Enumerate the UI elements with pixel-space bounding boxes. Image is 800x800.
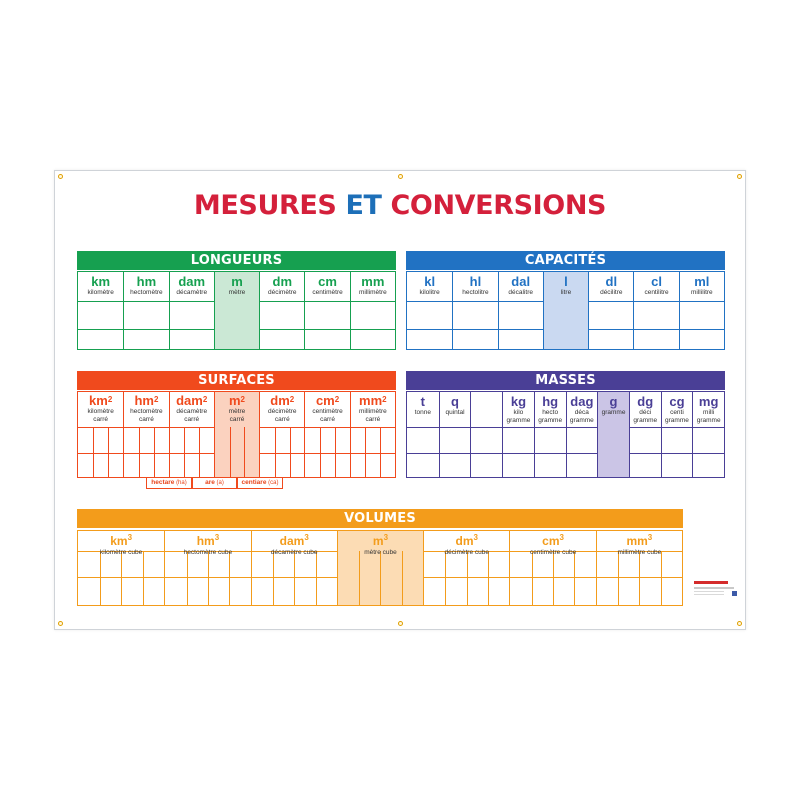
eyelet-top-center bbox=[398, 174, 403, 179]
longueurs-unit-name: décimètre bbox=[268, 289, 297, 296]
surfaces-table bbox=[77, 371, 396, 478]
capacites-unit-header bbox=[499, 275, 543, 297]
note-centiare-abbr: (ca) bbox=[268, 480, 279, 486]
masses-column-blank bbox=[470, 392, 502, 477]
surfaces-unit-symbol bbox=[124, 394, 168, 408]
volumes-unit-symbol-text: dm bbox=[455, 534, 474, 548]
longueurs-unit-name: centimètre bbox=[312, 289, 343, 296]
masses-column-kg bbox=[502, 392, 534, 477]
volumes-subcolumn-line bbox=[121, 551, 122, 605]
masses-unit-name: déci bbox=[639, 409, 652, 416]
volumes-subcolumn-line bbox=[661, 551, 662, 605]
volumes-column-dam bbox=[251, 531, 337, 605]
volumes-subcolumn-line bbox=[316, 551, 317, 605]
masses-unit-name-line2: gramme bbox=[633, 417, 658, 424]
volumes-unit-exponent: 3 bbox=[304, 533, 309, 542]
masses-unit-symbol-text: cg bbox=[669, 394, 685, 409]
note-are bbox=[192, 478, 237, 489]
surfaces-unit-symbol-text: dam bbox=[176, 393, 203, 408]
masses-column-g bbox=[597, 392, 629, 477]
capacites-unit-symbol-text: dl bbox=[605, 274, 618, 289]
surfaces-subcolumn-line bbox=[244, 427, 245, 477]
capacites-unit-name: kilolitre bbox=[419, 289, 440, 296]
volumes-unit-header bbox=[165, 532, 250, 557]
volumes-subcolumn-line bbox=[100, 551, 101, 605]
masses-grid bbox=[406, 391, 725, 478]
publisher-logo-line bbox=[694, 587, 734, 589]
note-centiare-word: centiare bbox=[241, 479, 267, 486]
volumes-unit-header bbox=[597, 532, 682, 557]
masses-unit-name: gramme bbox=[601, 409, 626, 416]
surfaces-subcolumn-line bbox=[154, 427, 155, 477]
volumes-grid bbox=[77, 530, 683, 606]
note-centiare bbox=[237, 478, 283, 489]
masses-unit-symbol bbox=[503, 395, 534, 409]
eyelet-bottom-center bbox=[398, 621, 403, 626]
volumes-unit-header bbox=[424, 532, 509, 557]
masses-unit-name: centi bbox=[670, 409, 684, 416]
capacites-unit-symbol bbox=[680, 275, 724, 289]
publisher-logo-small-line bbox=[694, 591, 724, 592]
volumes-column-mm bbox=[596, 531, 682, 605]
volumes-subcolumn-line bbox=[402, 551, 403, 605]
surfaces-subcolumn-line bbox=[365, 427, 366, 477]
volumes-column-km bbox=[78, 531, 164, 605]
surfaces-unit-name: millimètre bbox=[358, 408, 387, 415]
volumes-subcolumn-line bbox=[229, 551, 230, 605]
publisher-logo-small-line bbox=[694, 594, 724, 595]
eyelet-top-left bbox=[58, 174, 63, 179]
masses-unit-header bbox=[535, 395, 566, 425]
eyelet-bottom-left bbox=[58, 621, 63, 626]
volumes-column-hm bbox=[164, 531, 250, 605]
capacites-unit-header bbox=[680, 275, 724, 297]
capacites-unit-header bbox=[544, 275, 588, 297]
surfaces-unit-header bbox=[351, 394, 395, 424]
capacites-unit-header bbox=[589, 275, 633, 297]
surfaces-unit-header bbox=[170, 394, 214, 424]
longueurs-unit-symbol-text: m bbox=[231, 274, 243, 289]
surfaces-column-km bbox=[78, 392, 123, 477]
masses-unit-name: déca bbox=[574, 409, 589, 416]
longueurs-unit-header bbox=[351, 275, 395, 297]
capacites-unit-name: litre bbox=[560, 289, 572, 296]
masses-unit-symbol-text: dg bbox=[637, 394, 654, 409]
longueurs-unit-header bbox=[260, 275, 304, 297]
masses-unit-symbol bbox=[567, 395, 598, 409]
volumes-column-dm bbox=[423, 531, 509, 605]
volumes-unit-name: décimètre cube bbox=[444, 549, 489, 556]
surfaces-subcolumn-line bbox=[199, 427, 200, 477]
surfaces-unit-exponent: 2 bbox=[107, 395, 113, 404]
surfaces-unit-name: kilomètre bbox=[87, 408, 114, 415]
surfaces-unit-symbol-text: hm bbox=[134, 393, 154, 408]
masses-unit-header bbox=[503, 395, 534, 425]
publisher-logo-mark bbox=[732, 591, 737, 596]
masses-column-dag bbox=[566, 392, 598, 477]
longueurs-unit-header bbox=[124, 275, 168, 297]
volumes-unit-header bbox=[78, 532, 164, 557]
poster bbox=[54, 170, 746, 630]
masses-column-hg bbox=[534, 392, 566, 477]
capacites-unit-symbol-text: cl bbox=[651, 274, 662, 289]
masses-unit-name: kilo bbox=[513, 409, 524, 416]
surfaces-unit-name: centimètre bbox=[312, 408, 343, 415]
surfaces-unit-exponent: 2 bbox=[240, 395, 245, 404]
masses-unit-name-line2: gramme bbox=[696, 417, 721, 424]
surfaces-column-dm bbox=[259, 392, 304, 477]
longueurs-unit-symbol bbox=[215, 275, 259, 289]
surfaces-subcolumn-line bbox=[108, 427, 109, 477]
masses-unit-header bbox=[567, 395, 598, 425]
masses-unit-header bbox=[693, 395, 724, 425]
volumes-table bbox=[77, 509, 683, 606]
surfaces-unit-header bbox=[305, 394, 349, 424]
surfaces-subcolumn-line bbox=[275, 427, 276, 477]
longueurs-column-cm bbox=[304, 272, 349, 349]
longueurs-unit-symbol-text: mm bbox=[361, 274, 385, 289]
volumes-unit-name: décamètre cube bbox=[270, 549, 318, 556]
surfaces-subcolumn-line bbox=[230, 427, 231, 477]
surfaces-header: SURFACES bbox=[77, 371, 396, 390]
masses-unit-symbol bbox=[630, 395, 661, 409]
capacites-column-dl bbox=[588, 272, 633, 349]
capacites-unit-symbol bbox=[453, 275, 497, 289]
volumes-subcolumn-line bbox=[532, 551, 533, 605]
publisher-logo-bar bbox=[694, 581, 728, 584]
title-part-2: ET bbox=[345, 190, 382, 221]
masses-unit-symbol bbox=[407, 395, 439, 409]
note-hectare-abbr: (ha) bbox=[176, 480, 187, 486]
surfaces-unit-name: mètre bbox=[228, 408, 246, 415]
longueurs-unit-header bbox=[78, 275, 123, 297]
volumes-subcolumn-line bbox=[574, 551, 575, 605]
masses-unit-header bbox=[630, 395, 661, 425]
capacites-column-cl bbox=[633, 272, 678, 349]
surfaces-unit-header bbox=[78, 394, 123, 424]
surfaces-unit-name-line2: carré bbox=[139, 416, 154, 423]
volumes-unit-name: mètre cube bbox=[364, 549, 397, 556]
capacites-column-ml bbox=[679, 272, 724, 349]
masses-unit-name-line2: gramme bbox=[665, 417, 689, 424]
surfaces-unit-name-line2: carré bbox=[184, 416, 200, 423]
surfaces-column-mm bbox=[350, 392, 395, 477]
note-hectare bbox=[146, 478, 192, 489]
volumes-unit-exponent: 3 bbox=[473, 533, 478, 542]
masses-column-q bbox=[439, 392, 471, 477]
surfaces-unit-name-line2: carré bbox=[274, 416, 290, 423]
volumes-subcolumn-line bbox=[187, 551, 188, 605]
volumes-subcolumn-line bbox=[208, 551, 209, 605]
masses-unit-symbol-text: dag bbox=[570, 394, 594, 409]
volumes-unit-symbol-text: dam bbox=[279, 534, 305, 548]
note-are-word: are bbox=[205, 479, 215, 486]
surfaces-unit-symbol bbox=[78, 394, 123, 408]
masses-table bbox=[406, 371, 725, 478]
masses-unit-symbol-text: q bbox=[451, 394, 459, 409]
capacites-unit-symbol bbox=[544, 275, 588, 289]
surfaces-unit-exponent: 2 bbox=[202, 395, 208, 404]
surfaces-unit-symbol bbox=[351, 394, 395, 408]
masses-unit-name: milli bbox=[703, 409, 715, 416]
capacites-grid bbox=[406, 271, 725, 350]
volumes-unit-name: millimètre cube bbox=[617, 549, 662, 556]
longueurs-unit-symbol bbox=[124, 275, 168, 289]
surfaces-unit-symbol-text: dm bbox=[270, 393, 290, 408]
surfaces-unit-exponent: 2 bbox=[334, 395, 340, 404]
volumes-unit-symbol-text: mm bbox=[626, 534, 648, 548]
masses-unit-symbol bbox=[662, 395, 693, 409]
longueurs-unit-name: mètre bbox=[228, 289, 246, 296]
masses-column-mg bbox=[692, 392, 724, 477]
longueurs-unit-name: décamètre bbox=[176, 289, 208, 296]
volumes-unit-header bbox=[252, 532, 337, 557]
surfaces-unit-header bbox=[260, 394, 304, 424]
surfaces-subcolumn-line bbox=[380, 427, 381, 477]
capacites-column-dal bbox=[498, 272, 543, 349]
volumes-unit-symbol bbox=[626, 534, 652, 548]
volumes-subcolumn-line bbox=[445, 551, 446, 605]
masses-unit-symbol bbox=[693, 395, 724, 409]
longueurs-unit-symbol bbox=[351, 275, 395, 289]
masses-unit-name: tonne bbox=[414, 409, 431, 416]
masses-column-t bbox=[407, 392, 439, 477]
capacites-unit-name: hectolitre bbox=[462, 289, 489, 296]
masses-unit-header bbox=[440, 395, 471, 417]
longueurs-column-m bbox=[214, 272, 259, 349]
longueurs-column-dm bbox=[259, 272, 304, 349]
volumes-unit-symbol bbox=[373, 534, 388, 548]
capacites-unit-symbol-text: dal bbox=[511, 274, 531, 289]
masses-unit-name-line2: gramme bbox=[569, 417, 594, 424]
surfaces-unit-name-line2: carré bbox=[229, 416, 245, 423]
volumes-unit-symbol bbox=[542, 534, 564, 548]
surfaces-unit-name: hectomètre bbox=[130, 408, 163, 415]
longueurs-grid bbox=[77, 271, 396, 350]
longueurs-unit-symbol-text: km bbox=[91, 274, 111, 289]
note-hectare-word: hectare bbox=[151, 479, 175, 486]
volumes-unit-exponent: 3 bbox=[647, 533, 653, 542]
surfaces-unit-symbol-text: cm bbox=[315, 393, 335, 408]
volumes-header: VOLUMES bbox=[77, 509, 683, 528]
surfaces-unit-name-line2: carré bbox=[93, 416, 109, 423]
longueurs-unit-symbol bbox=[78, 275, 123, 289]
surfaces-unit-header bbox=[215, 394, 259, 424]
volumes-subcolumn-line bbox=[380, 551, 381, 605]
longueurs-unit-symbol-text: hm bbox=[136, 274, 157, 289]
volumes-unit-symbol-text: cm bbox=[542, 534, 560, 548]
volumes-subcolumn-line bbox=[294, 551, 295, 605]
capacites-unit-symbol bbox=[407, 275, 452, 289]
surfaces-unit-symbol bbox=[305, 394, 349, 408]
volumes-unit-exponent: 3 bbox=[214, 533, 220, 542]
volumes-unit-exponent: 3 bbox=[127, 533, 133, 542]
surfaces-grid bbox=[77, 391, 396, 478]
longueurs-unit-name: kilomètre bbox=[87, 289, 114, 296]
longueurs-unit-name: millimètre bbox=[358, 289, 387, 296]
surfaces-column-m bbox=[214, 392, 259, 477]
capacites-unit-name: décalitre bbox=[508, 289, 533, 296]
eyelet-bottom-right bbox=[737, 621, 742, 626]
volumes-subcolumn-line bbox=[553, 551, 554, 605]
title-part-1: MESURES bbox=[193, 190, 337, 221]
longueurs-unit-symbol-text: cm bbox=[318, 274, 337, 289]
longueurs-unit-symbol-text: dm bbox=[272, 274, 293, 289]
surfaces-subcolumn-line bbox=[139, 427, 140, 477]
volumes-subcolumn-line bbox=[273, 551, 274, 605]
masses-unit-name-line2: gramme bbox=[506, 417, 531, 424]
longueurs-column-hm bbox=[123, 272, 168, 349]
surfaces-unit-symbol bbox=[170, 394, 214, 408]
longueurs-unit-symbol-text: dam bbox=[178, 274, 206, 289]
capacites-column-hl bbox=[452, 272, 497, 349]
surfaces-unit-symbol-text: m bbox=[228, 393, 241, 408]
surfaces-unit-symbol-text: mm bbox=[359, 393, 383, 408]
volumes-unit-symbol-text: m bbox=[372, 534, 384, 548]
capacites-unit-name: centilitre bbox=[644, 289, 669, 296]
surfaces-unit-symbol-text: km bbox=[89, 393, 108, 408]
volumes-subcolumn-line bbox=[639, 551, 640, 605]
masses-unit-symbol-text: hg bbox=[542, 394, 559, 409]
volumes-unit-exponent: 3 bbox=[383, 533, 389, 542]
volumes-unit-name: centimètre cube bbox=[529, 549, 577, 556]
masses-unit-symbol-text: t bbox=[420, 394, 426, 409]
capacites-header: CAPACITÉS bbox=[406, 251, 725, 270]
surfaces-unit-symbol bbox=[260, 394, 304, 408]
surfaces-unit-name-line2: carré bbox=[320, 416, 335, 423]
volumes-unit-symbol bbox=[110, 534, 132, 548]
surfaces-unit-name: décamètre bbox=[176, 408, 208, 415]
masses-unit-name: hecto bbox=[542, 409, 559, 416]
longueurs-column-km bbox=[78, 272, 123, 349]
longueurs-unit-name: hectomètre bbox=[130, 289, 163, 296]
longueurs-unit-header bbox=[215, 275, 259, 297]
capacites-unit-symbol bbox=[589, 275, 633, 289]
longueurs-column-dam bbox=[169, 272, 214, 349]
capacites-unit-name: décilitre bbox=[600, 289, 623, 296]
capacites-column-kl bbox=[407, 272, 452, 349]
volumes-unit-header bbox=[510, 532, 595, 557]
volumes-unit-name: hectomètre cube bbox=[183, 549, 233, 556]
masses-unit-header bbox=[598, 395, 629, 417]
surfaces-subcolumn-line bbox=[184, 427, 185, 477]
surfaces-subcolumn-line bbox=[93, 427, 94, 477]
masses-unit-symbol-text: g bbox=[609, 394, 618, 409]
capacites-unit-symbol-text: l bbox=[564, 274, 568, 289]
capacites-column-l bbox=[543, 272, 588, 349]
volumes-subcolumn-line bbox=[618, 551, 619, 605]
volumes-subcolumn-line bbox=[143, 551, 144, 605]
masses-unit-name: quintal bbox=[445, 409, 465, 416]
volumes-column-m bbox=[337, 531, 423, 605]
capacites-unit-header bbox=[634, 275, 678, 297]
masses-unit-symbol bbox=[535, 395, 566, 409]
eyelet-top-right bbox=[737, 174, 742, 179]
masses-unit-symbol bbox=[440, 395, 471, 409]
volumes-unit-name: kilomètre cube bbox=[100, 549, 143, 556]
volumes-unit-symbol bbox=[456, 534, 478, 548]
poster-title bbox=[55, 191, 745, 221]
surfaces-unit-name: décimètre bbox=[268, 408, 297, 415]
capacites-unit-header bbox=[453, 275, 497, 297]
masses-unit-header bbox=[662, 395, 693, 425]
capacites-table bbox=[406, 251, 725, 350]
longueurs-unit-symbol bbox=[170, 275, 214, 289]
volumes-unit-header bbox=[338, 532, 423, 557]
volumes-subcolumn-line bbox=[467, 551, 468, 605]
volumes-unit-exponent: 3 bbox=[559, 533, 564, 542]
masses-unit-symbol-text: mg bbox=[698, 394, 719, 409]
capacites-unit-header bbox=[407, 275, 452, 297]
capacites-unit-symbol-text: ml bbox=[694, 274, 710, 289]
masses-header: MASSES bbox=[406, 371, 725, 390]
volumes-unit-symbol-text: hm bbox=[196, 534, 215, 548]
longueurs-unit-header bbox=[305, 275, 349, 297]
volumes-unit-symbol bbox=[280, 534, 309, 548]
masses-unit-name-line2: gramme bbox=[538, 417, 563, 424]
longueurs-unit-symbol bbox=[260, 275, 304, 289]
surfaces-unit-name-line2: carré bbox=[365, 416, 381, 423]
masses-column-cg bbox=[661, 392, 693, 477]
capacites-unit-symbol bbox=[634, 275, 678, 289]
surfaces-unit-exponent: 2 bbox=[153, 395, 159, 404]
surfaces-unit-symbol bbox=[215, 394, 259, 408]
volumes-column-cm bbox=[509, 531, 595, 605]
surfaces-column-hm bbox=[123, 392, 168, 477]
volumes-unit-symbol bbox=[197, 534, 219, 548]
surfaces-unit-exponent: 2 bbox=[382, 395, 387, 404]
capacites-unit-symbol bbox=[499, 275, 543, 289]
longueurs-table bbox=[77, 251, 396, 350]
surfaces-unit-exponent: 2 bbox=[289, 395, 295, 404]
longueurs-header: LONGUEURS bbox=[77, 251, 396, 270]
capacites-unit-symbol-text: hl bbox=[469, 274, 482, 289]
volumes-unit-symbol-text: km bbox=[110, 534, 128, 548]
masses-unit-symbol bbox=[598, 395, 629, 409]
longueurs-unit-header bbox=[170, 275, 214, 297]
longueurs-column-mm bbox=[350, 272, 395, 349]
volumes-subcolumn-line bbox=[359, 551, 360, 605]
surfaces-column-dam bbox=[169, 392, 214, 477]
note-are-abbr: (a) bbox=[216, 480, 224, 486]
longueurs-unit-symbol bbox=[305, 275, 349, 289]
masses-unit-symbol-text: kg bbox=[510, 394, 527, 409]
publisher-logo bbox=[694, 581, 738, 611]
surfaces-column-cm bbox=[304, 392, 349, 477]
masses-column-dg bbox=[629, 392, 661, 477]
surfaces-unit-header bbox=[124, 394, 168, 424]
capacites-unit-symbol-text: kl bbox=[424, 274, 436, 289]
surfaces-subcolumn-line bbox=[320, 427, 321, 477]
capacites-unit-name: millilitre bbox=[691, 289, 713, 296]
title-part-3: CONVERSIONS bbox=[390, 190, 607, 221]
surfaces-subcolumn-line bbox=[335, 427, 336, 477]
volumes-subcolumn-line bbox=[488, 551, 489, 605]
masses-unit-header bbox=[407, 395, 439, 417]
surfaces-subcolumn-line bbox=[290, 427, 291, 477]
